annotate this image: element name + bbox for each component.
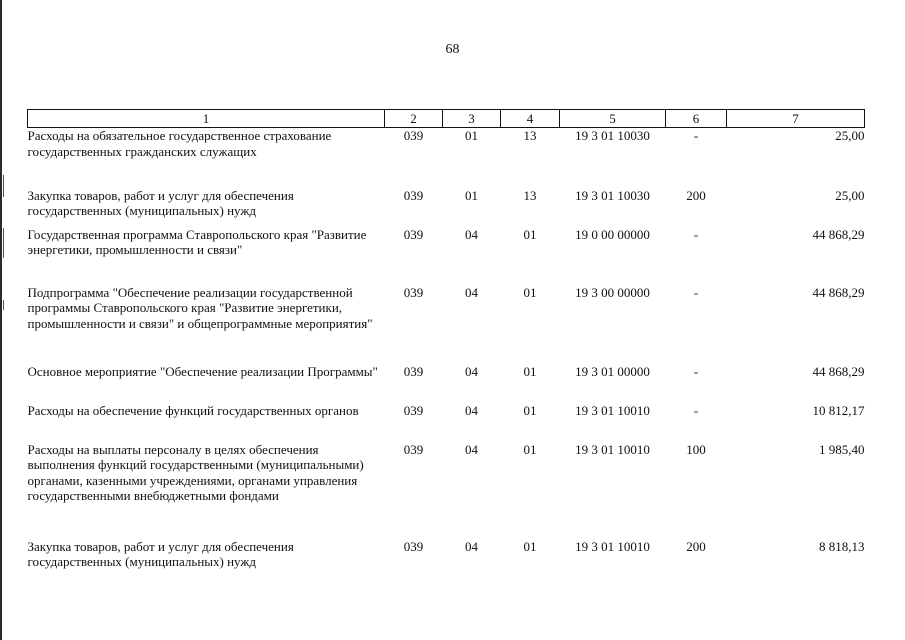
row-expense-type: - [693,363,699,379]
row-target-code: 19 3 00 00000 [575,284,650,300]
row-name: Основное мероприятие "Обеспечение реализации Программы" [27,363,378,379]
row-amount: 44 868,29 [812,226,865,242]
row-name: Закупка товаров, работ и услуг для обеспечения государственных (муниципальных) нужд [27,538,294,569]
row-section-code: 04 [465,284,478,300]
budget-table [27,109,865,579]
table-row [28,539,865,579]
row-subsection-code: 13 [523,187,537,203]
row-amount: 25,00 [835,128,865,143]
row-target-code: 19 3 01 10010 [575,538,650,554]
row-expense-type: 200 [686,187,706,203]
row-section-code: 04 [465,402,478,418]
table-row [28,227,865,285]
row-section-code: 01 [465,128,478,143]
row-subsection-code: 01 [523,441,537,457]
row-ministry-code: 039 [403,363,424,379]
row-subsection-code: 01 [523,226,537,242]
scan-edge-mark [3,228,4,258]
row-amount: 25,00 [835,187,865,203]
header-cell: 3 [443,110,501,128]
row-expense-type: 200 [686,538,706,554]
header-row [28,110,865,128]
row-amount: 10 812,17 [812,402,865,418]
row-ministry-code: 039 [403,284,424,300]
table-row [28,442,865,539]
row-section-code: 04 [465,441,478,457]
row-amount: 8 818,13 [819,538,865,554]
row-ministry-code: 039 [403,128,424,143]
scan-edge-mark [3,300,4,310]
table-row [28,364,865,403]
row-section-code: 04 [465,226,478,242]
page-number: 68 [445,42,460,57]
row-name: Подпрограмма "Обеспечение реализации государственной программы Ставропольского края "Развитие энергетики, промышленности и связи" и общепрограммные мероприятия" [27,284,373,331]
row-target-code: 19 3 01 10010 [575,402,650,418]
row-section-code: 04 [465,538,478,554]
row-expense-type: 100 [686,441,706,457]
row-expense-type: - [693,226,699,242]
row-subsection-code: 01 [523,402,537,418]
row-target-code: 19 3 01 10010 [575,441,650,457]
header-cell: 2 [385,110,443,128]
row-target-code: 19 3 01 00000 [575,363,650,379]
row-name: Расходы на выплаты персоналу в целях обеспечения выполнения функций государственными (муниципальными) органами, казенными учреждениями, органами управления государственными внебюджетными фондами [27,441,364,503]
row-target-code: 19 0 00 00000 [575,226,650,242]
row-ministry-code: 039 [403,226,424,242]
row-target-code: 19 3 01 10030 [575,128,650,143]
table-row [28,403,865,442]
row-section-code: 01 [465,187,478,203]
row-subsection-code: 01 [523,363,537,379]
row-ministry-code: 039 [403,538,424,554]
scan-edge-line [0,0,2,640]
row-ministry-code: 039 [403,402,424,418]
table-row [28,128,865,188]
scan-edge-mark [3,175,4,197]
row-expense-type: - [693,402,699,418]
row-section-code: 04 [465,363,478,379]
header-cell: 6 [666,110,727,128]
header-cell: 4 [501,110,560,128]
row-ministry-code: 039 [403,441,424,457]
row-ministry-code: 039 [403,187,424,203]
row-name: Закупка товаров, работ и услуг для обеспечения государственных (муниципальных) нужд [27,187,294,218]
row-amount: 1 985,40 [819,441,865,457]
table-row [28,188,865,227]
row-subsection-code: 01 [523,284,537,300]
row-amount: 44 868,29 [812,363,865,379]
row-name: Расходы на обеспечение функций государственных органов [27,402,359,418]
row-expense-type: - [693,284,699,300]
row-name: Государственная программа Ставропольского края "Развитие энергетики, промышленности и связи" [27,226,367,257]
row-subsection-code: 01 [523,538,537,554]
row-name: Расходы на обязательное государственное страхование государственных гражданских служащих [27,128,332,159]
row-target-code: 19 3 01 10030 [575,187,650,203]
header-cell: 1 [28,110,385,128]
header-cell: 5 [560,110,666,128]
row-amount: 44 868,29 [812,284,865,300]
table-row [28,285,865,364]
header-cell: 7 [727,110,865,128]
row-subsection-code: 13 [523,128,537,143]
row-expense-type: - [693,128,699,143]
